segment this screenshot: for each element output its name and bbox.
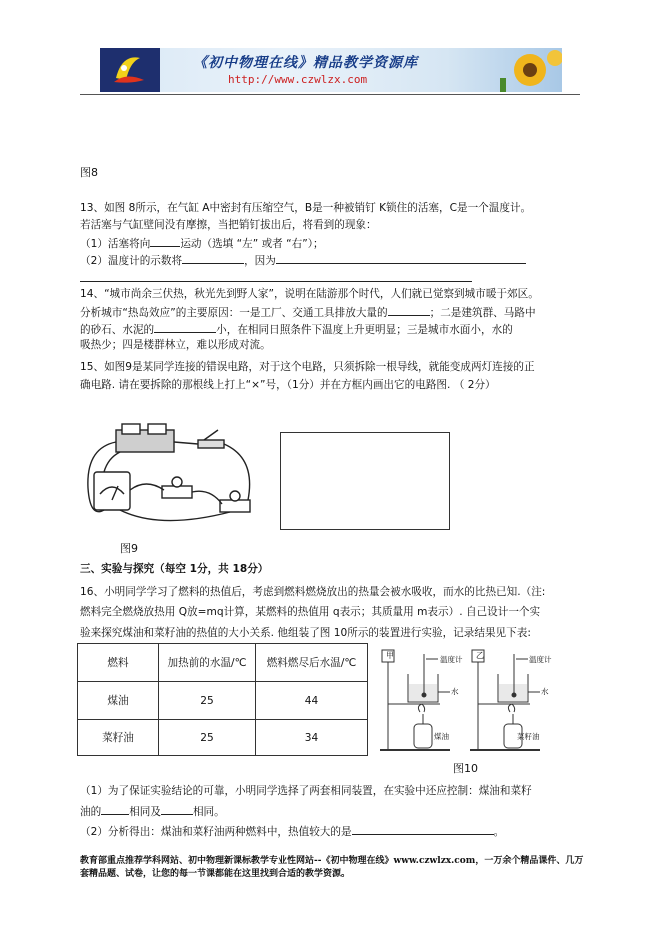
q16-sub1-b: 油的 — [80, 806, 102, 818]
table-cell: 煤油 — [78, 682, 159, 720]
q13-blank-line[interactable] — [80, 281, 472, 282]
q13-item2-b: ，因为 — [244, 255, 276, 267]
fig9-caption: 图9 — [120, 542, 138, 555]
q15-line2: 确电路. 请在要拆除的那根线上打上“×”号，（1分）并在方框内画出它的电路图. （ 2分） — [80, 379, 496, 391]
bulb-holder-icon — [220, 491, 250, 512]
q13-item1-b: 运动（选填 “左” 或者 “右”）； — [180, 238, 324, 250]
q13-blank-reading[interactable] — [182, 252, 244, 264]
q16-sub1-line2 — [80, 803, 225, 819]
q16-line2: 燃料完全燃烧放热用 Q放=mq计算，某燃料的热值用 q表示；其质量用 m表示）. 自己设计一个实 — [80, 606, 541, 618]
q14-line4: 吸热少；四是楼群林立，难以形成对流。 — [80, 339, 271, 351]
q13-blank-direction[interactable] — [150, 235, 180, 247]
q14-line2 — [80, 304, 536, 320]
ammeter-icon — [94, 472, 130, 510]
q13-line2: 若活塞与气缸壁间没有摩擦，当把销钉拔出后，将看到的现象： — [80, 219, 377, 231]
results-table — [77, 643, 368, 756]
q13-item2 — [80, 252, 526, 268]
fig10-water-label: 水 — [451, 687, 459, 696]
fig10-tag-right: 乙 — [476, 651, 484, 660]
q16-sub2 — [80, 823, 504, 839]
q16-sub1-d: 相同。 — [192, 806, 225, 818]
q13-blank-reason[interactable] — [276, 252, 526, 264]
table-header: 燃料燃尽后水温/℃ — [256, 644, 368, 682]
table-cell: 44 — [256, 682, 368, 720]
q14-line3-a: 的砂石、水泥的 — [80, 324, 155, 336]
q14-blank-heat[interactable] — [388, 304, 430, 316]
table-row — [78, 682, 368, 720]
q16-sub2-a: （2）分析得出：煤油和菜籽油两种燃料中，热值较大的是 — [80, 826, 352, 838]
burner-icon — [414, 704, 432, 748]
fig10-thermometer-label: 温度计 — [529, 655, 552, 664]
table-cell: 菜籽油 — [78, 720, 159, 756]
banner-title: 《初中物理在线》精品教学资源库 — [193, 55, 418, 71]
q16-sub1-c: 相同及 — [129, 806, 161, 818]
bulb-holder-icon — [162, 477, 192, 498]
q16-sub1-line1: （1）为了保证实验结论的可靠，小明同学选择了两套相同装置，在实验中还应控制：煤油和菜籽 — [80, 785, 532, 797]
q15-line1: 15、如图9是某同学连接的错误电路，对于这个电路，只须拆除一根导线，就能变成两灯连接的正 — [80, 361, 535, 373]
table-cell: 34 — [256, 720, 368, 756]
q16-sub2-b: 。 — [493, 826, 505, 838]
switch-icon — [198, 430, 224, 448]
beaker-icon — [408, 674, 438, 702]
table-header: 燃料 — [78, 644, 159, 682]
fig10-fuel-label-left: 煤油 — [434, 732, 449, 741]
table-cell: 25 — [159, 682, 256, 720]
fig9-circuit — [80, 418, 260, 540]
section3-heading: 三、实验与探究（每空 1分，共 18分） — [80, 563, 269, 575]
q14-line3 — [80, 321, 513, 337]
q14-blank-specific-heat[interactable] — [154, 321, 216, 333]
table-cell: 25 — [159, 720, 256, 756]
header-divider — [80, 94, 580, 95]
q16-blank-fuel[interactable] — [352, 823, 494, 835]
table-header: 加热前的水温/℃ — [159, 644, 256, 682]
q16-blank-control-2[interactable] — [161, 803, 193, 815]
q16-blank-control-1[interactable] — [101, 803, 129, 815]
beaker-icon — [498, 674, 528, 702]
table-row — [78, 720, 368, 756]
fig8-caption: 图8 — [80, 166, 98, 179]
q16-line1: 16、小明同学学习了燃料的热值后，考虑到燃料燃烧放出的热量会被水吸收，而水的比热已知.（注: — [80, 586, 546, 598]
fig10-caption: 图10 — [453, 762, 478, 775]
fig10-tag-left: 甲 — [386, 651, 394, 660]
battery-icon — [116, 424, 174, 452]
q14-line1: 14、“城市尚余三伏热，秋光先到野人家”，说明在陆游那个时代，人们就已觉察到城市暖于郊区。 — [80, 288, 539, 300]
q14-line3-b: 小，在相同日照条件下温度上升更明显；三是城市水面小，水的 — [216, 324, 513, 336]
q13-item1 — [80, 235, 324, 251]
sunflower-icon — [500, 50, 562, 92]
q13-line1: 13、如图 8所示，在气缸 A中密封有压缩空气，B是一种被销钉 K锁住的活塞，C是一个温度计。 — [80, 202, 532, 214]
q13-item1-a: （1）活塞将向 — [80, 238, 151, 250]
q14-line2-b: ；二是建筑群、马路中 — [429, 307, 536, 319]
fig10-fuel-label-right: 菜籽油 — [517, 732, 540, 741]
footer-note: 教育部重点推荐学科网站、初中物理新课标教学专业性网站--《初中物理在线》www.czwlzx.com，一万余个精品课件、几万套精品题、试卷，让您的每一节课都能在这里找到合适的教学资源。 — [80, 856, 584, 879]
q16-line3: 验来探究煤油和菜籽油的热值的大小关系. 他组装了图 10所示的装置进行实验，记录结果见下表: — [80, 627, 531, 639]
header-banner — [100, 48, 562, 92]
q14-line2-a: 分析城市“热岛效应”的主要原因：一是工厂、交通工具排放大量的 — [80, 307, 388, 319]
table-header-row — [78, 644, 368, 682]
fig10-thermometer-label: 温度计 — [440, 655, 463, 664]
circuit-answer-box[interactable] — [280, 432, 450, 530]
banner-url[interactable]: http://www.czwlzx.com — [228, 73, 368, 86]
q13-item2-a: （2）温度计的示数将 — [80, 255, 183, 267]
fig10-water-label: 水 — [541, 687, 549, 696]
